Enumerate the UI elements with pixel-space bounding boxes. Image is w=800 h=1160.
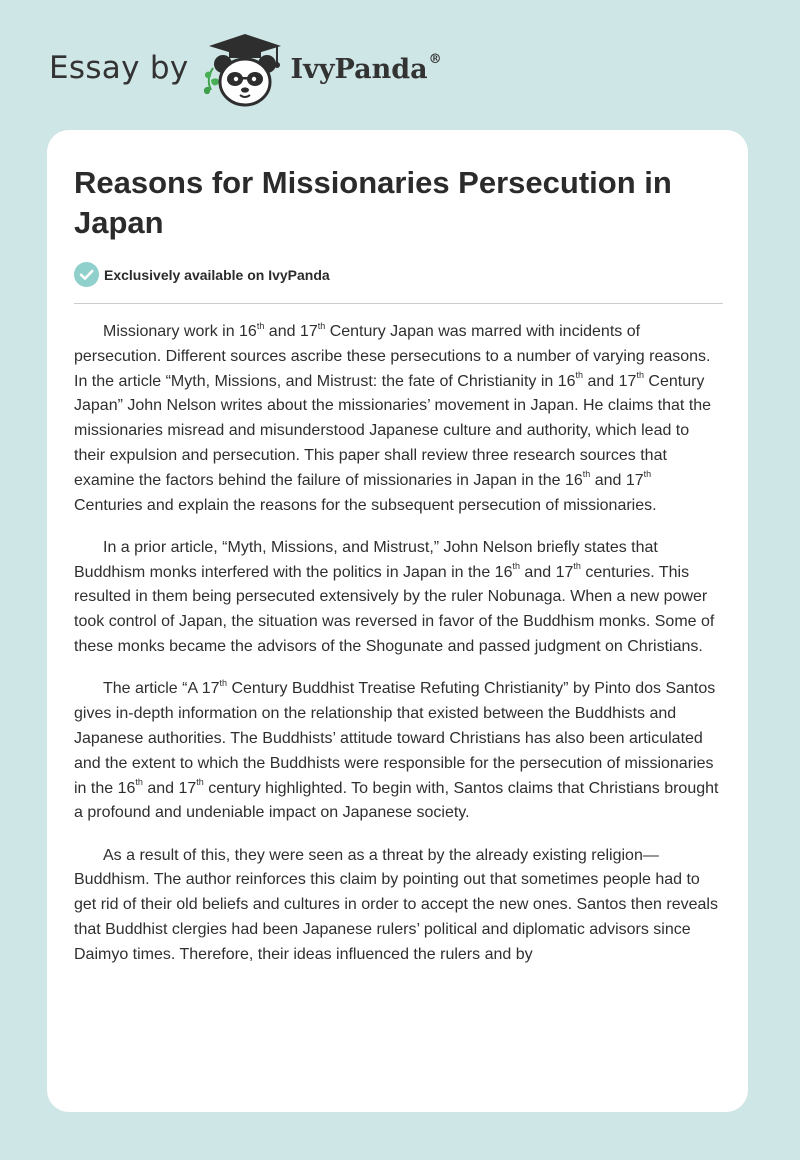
ordinal-suffix: th — [582, 469, 591, 480]
ordinal-suffix: th — [219, 678, 228, 689]
essay-paragraph — [74, 844, 724, 968]
paragraph-text: The article “A 17 — [103, 680, 220, 698]
exclusive-badge-label: Exclusively available on IvyPanda — [104, 266, 330, 283]
paragraph-text: Century Japan was marred with incidents of persecution. Different sources ascribe these persecutions to a number of varying reasons. In the article “Myth, Missions, and Mistrust: the fate of Christianity in 16 — [74, 323, 711, 390]
ordinal-suffix: th — [317, 320, 326, 331]
check-circle-icon — [74, 262, 99, 287]
paragraph-text: and 17 — [583, 372, 637, 390]
ordinal-suffix: th — [575, 370, 584, 381]
divider — [74, 303, 723, 304]
paragraph-text: Century Japan” John Nelson writes about the missionaries’ movement in Japan. He claims that the missionaries misread and misunderstood Japanese culture and authority, which lead to their expulsion and persecution. This paper shall review three research sources that examine the factors behind the failure of missionaries in Japan in the 16 — [74, 372, 712, 489]
paragraph-text: and 17 — [142, 779, 197, 797]
essay-paragraph — [74, 320, 724, 518]
essay-body — [74, 320, 724, 985]
paragraph-text: century highlighted. To begin with, Santos claims that Christians brought a profound and undeniable impact on Japanese society. — [74, 779, 719, 822]
essay-card — [47, 130, 748, 1112]
essay-title: Reasons for Missionaries Persecution in Japan — [74, 165, 672, 240]
ordinal-suffix: th — [256, 320, 265, 331]
ordinal-suffix: th — [135, 777, 143, 788]
paragraph-text: centuries. This resulted in them being persecuted extensively by the ruler Nobunaga. When a new power took control of Japan, the situation was reversed in favor of the Buddhism monks. Some of these monks became the advisors of the Shogunate and passed judgment on Christians. — [74, 563, 715, 656]
brand-prefix: Essay by — [49, 50, 189, 86]
paragraph-text: and 17 — [590, 471, 644, 489]
paragraph-text: and 17 — [264, 323, 318, 340]
exclusive-badge — [74, 262, 330, 287]
ordinal-suffix: th — [512, 561, 520, 572]
paragraph-text: Missionary work in 16 — [103, 323, 257, 340]
paragraph-text: Centuries and explain the reasons for the subsequent persecution of missionaries. — [74, 496, 657, 514]
paragraph-text: In a prior article, “Myth, Missions, and Mistrust,” John Nelson briefly states that Buddhism monks interfered with the politics in Japan in the 16 — [74, 538, 658, 581]
paragraph-text: As a result of this, they were seen as a threat by the already existing religion—Buddhism. The author reinforces this claim by pointing out that sometimes people had to get rid of their old beliefs and cultures in order to accept the new ones. Santos then reveals that Buddhist clergies had been Japanese rulers’ political and diplomatic advisors since Daimyo times. Therefore, their ideas influenced the rulers and by — [74, 846, 718, 963]
essay-paragraph — [74, 677, 724, 826]
ordinal-suffix: th — [643, 469, 652, 480]
brand-name: IvyPanda® — [290, 51, 442, 85]
registered-mark: ® — [428, 51, 442, 67]
paragraph-text: and 17 — [519, 563, 574, 581]
ordinal-suffix: th — [196, 777, 204, 788]
panda-logo-icon — [199, 30, 291, 110]
ordinal-suffix: th — [636, 370, 644, 381]
essay-paragraph — [74, 536, 724, 660]
paragraph-text: Century Buddhist Treatise Refuting Christianity” by Pinto dos Santos gives in-depth information on the relationship that existed between the Buddhists and Japanese authorities. The Buddhists’ attitude toward Christians has also been articulated and the extent to which the Buddhists were responsible for the persecution of missionaries in the 16 — [74, 680, 716, 797]
ordinal-suffix: th — [573, 561, 581, 572]
brand-header — [49, 30, 442, 110]
